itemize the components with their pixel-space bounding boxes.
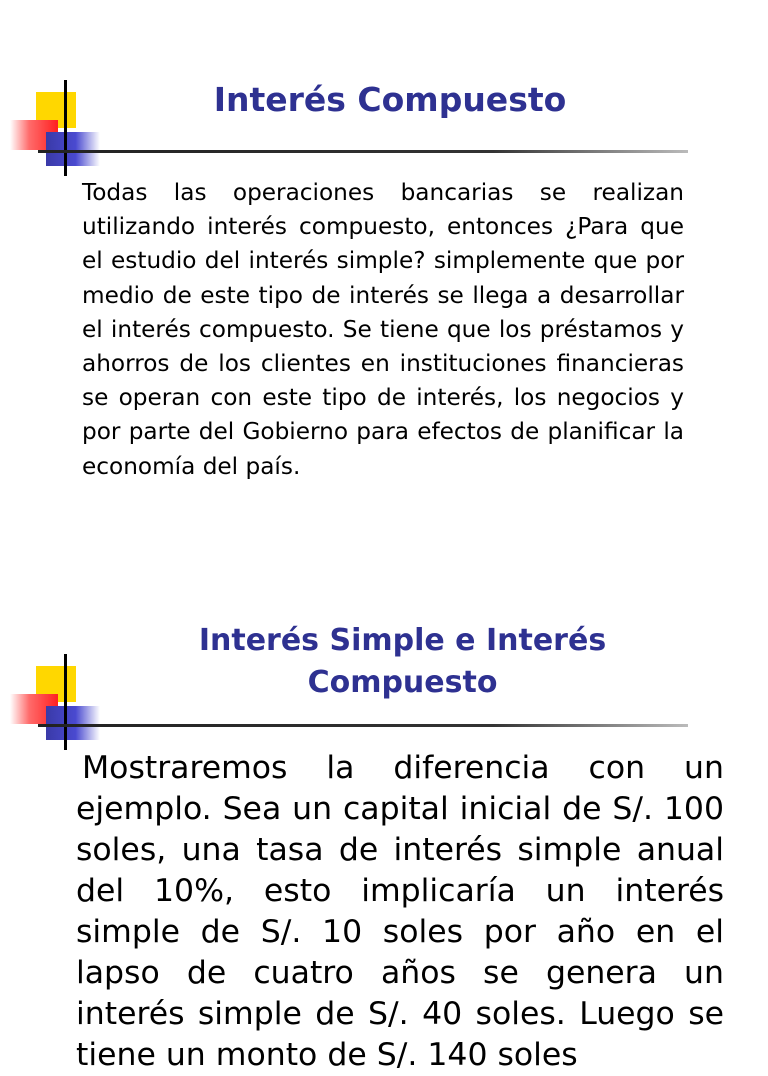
blue-square: [46, 132, 100, 166]
title-underline: [38, 150, 688, 153]
vertical-rule: [64, 80, 67, 176]
slide-title: Interés Compuesto: [213, 80, 567, 119]
slide-body-text: Todas las operaciones bancarias se realizan utilizando interés compuesto, entonces ¿Para que el estudio del interés simple? simplemente que por medio de este tipo de interés se llega a desarrollar el interés compuesto. Se tiene que los préstamos y ahorros de los clientes en instituciones financieras se operan con este tipo de interés, los negocios y por parte del Gobierno para efectos de planificar la economía del país.: [82, 179, 684, 480]
blue-square: [46, 706, 100, 740]
vertical-rule: [64, 654, 67, 750]
slide-body-text: Mostraremos la diferencia con un ejemplo. Sea un capital inicial de S/. 100 soles, una tasa de interés simple anual del 10%, esto implicaría un interés simple de S/. 10 soles por año en el lapso de cuatro años se genera un interés simple de S/. 40 soles. Luego se tiene un monto de S/. 140 soles: [76, 750, 724, 1073]
slide-interes-simple-compuesto: [0, 560, 768, 1073]
title-underline: [38, 724, 688, 727]
slide-title: Interés Simple e Interés Compuesto: [198, 623, 607, 700]
